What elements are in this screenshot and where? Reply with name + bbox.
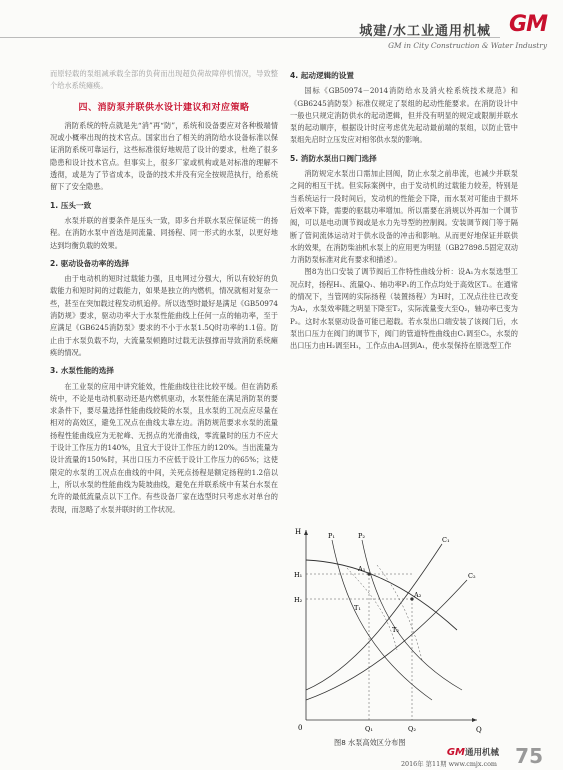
figure-caption: 图8 水泵高效区分布图 bbox=[334, 738, 406, 747]
label-p1: P₁ bbox=[328, 532, 335, 540]
label-q: Q bbox=[476, 726, 482, 734]
subheading-2: 2. 驱动设备功率的选择 bbox=[50, 258, 130, 268]
page-header bbox=[0, 0, 563, 62]
paragraph-1: 水泵并联的首要条件是压头一致，即多台并联水泵应保证统一的扬程。在消防水泵中首选是同流量、同扬程、同一形式的水泵，以更好地达到均衡负载的效果。 bbox=[50, 215, 278, 250]
curve-c2 bbox=[306, 580, 467, 700]
label-a2: A₂ bbox=[414, 591, 422, 599]
point-a1 bbox=[367, 572, 370, 575]
label-h1: H₁ bbox=[294, 571, 303, 579]
footer-issue: 2016年 第11期 www.cmjx.com bbox=[400, 760, 497, 768]
subheading-4: 4. 起动逻辑的设置 bbox=[290, 71, 354, 80]
paragraph-6: 图8为出口安装了调节阀后工作特性曲线分析：设A₁为水泵选型工况点时，扬程H₁、流量Q₁、轴功率P₁的工作点均处于高效区T₁。在通常的情况下，当管网的实际扬程（装置扬程）为H时，工况点往往已改变为A₂，水泵效率随之明显下降至T₂，实际流量变大至Q₂，轴功率已变为P₂。这时水泵驱动设备可能已超载。若水泵出口端安装了该阀门后，水泵出口压力在阀门的调节下，阀门的管道特性曲线由C₁调至C₂，水泵的出口压力由H₂调至H₁，工作点由A₂回到A₁，使水泵保持在原选型工作 bbox=[290, 267, 518, 351]
label-t1: T₁ bbox=[354, 604, 361, 612]
q-axis-arrow bbox=[472, 718, 477, 722]
label-t2: T₂ bbox=[392, 626, 399, 634]
header-subtitle: GM in City Construction & Water Industry bbox=[388, 41, 547, 50]
gm-logo: GM bbox=[509, 12, 547, 37]
intro-paragraph: 而原轻载的泵组减承载全部的负荷而出现超负荷故障停机情况，导致整个给水系统瘫痪。 bbox=[50, 69, 278, 91]
subheading-3: 3. 水泵性能的选择 bbox=[50, 366, 114, 376]
label-h2: H₂ bbox=[294, 596, 303, 604]
pump-curve bbox=[306, 560, 457, 630]
paragraph-5: 消防规定水泵出口需加止回阀，防止水泵之前串流，也减少并联泵之间的相互干扰。但实际案例中，由于发动机的过载能力较差，特别是当系统运行一段时间后，发动机的性能会下降，而水泵对可能由于损坏后效率下降，需要的驱载功率增加。所以需要在消规以外再加一个调节阀，可以是电动调节阀或是水力先导型的控制阀。安装调节阀门等于隔断了管间流体运动对于供水设备的冲击和影响。从而更好地保证并联供水的效果，在消防柴油机水泵上的应用更为明显（GB27898.5固定双动力消防泵标准对此有要求和描述）。 bbox=[290, 169, 518, 265]
curve-c1 bbox=[306, 544, 442, 690]
header-title: 城建/水工业通用机械 bbox=[359, 24, 491, 39]
section-heading: 四、消防泵并联供水设计建议和对应策略 bbox=[78, 102, 250, 113]
right-column bbox=[290, 68, 518, 353]
label-q1: Q₁ bbox=[365, 725, 373, 733]
paragraph-4: 国标《GB50974－2014消防给水及消火栓系统技术规范》和《GB6245消防泵》标准仅规定了泵组的起动性能要求。在消防设计中一般也只规定消防供水的起动逻辑，但并没有明显的规定或限制并联水泵的起动顺序，根据设计时应考虑优先起动最前端的泵组，以防止管中泵组先启时立压发应对相邻供水泵的影响。 bbox=[290, 86, 518, 145]
footer-logo-text: 通用机械 bbox=[464, 748, 499, 758]
label-a1: A₁ bbox=[358, 565, 366, 573]
paragraph-2: 由于电动机的短时过载能力强，且电网过分强大，所以有较好的负载能力和短时间的过载能力，如果是独立的内燃机，情况就相对复杂一些，甚至在突加载过程发动机追停。所以选型时最好是满足《GB50974消防规》要求，驱动功率大于水泵性能曲线上任何一点的轴功率，至于应满足《GB6245消防泵》要求的不小于水泵1.5Q时功率的1.1倍。防止由于水泵负载不均，大流量泵顿跑时过载无法强撑而导致消防系统瘫痪的情况。 bbox=[50, 274, 278, 357]
section-paragraph: 消防系统的特点就是先“消”再“防”，系统和设备要应对各种极端情况或小概率出现的技术官点。国家出台了相关的消防给水设备标准以保证消防系统可靠运行，这些标准很好地规范了设计的要求，杜绝了很多隐患和设计技术官点。但事实上，很多厂家或机构或是对标准的理解不透彻，或是为了节省成本，设备的技术并没有完全按规范执行，给系统留下了安全隐患。 bbox=[50, 120, 278, 192]
label-zero: 0 bbox=[298, 724, 303, 732]
label-p2: P₂ bbox=[358, 532, 365, 540]
footer-logo bbox=[447, 746, 499, 758]
label-q2: Q₂ bbox=[408, 725, 416, 733]
h-axis-arrow bbox=[304, 530, 308, 535]
label-c2: C₂ bbox=[468, 572, 476, 580]
paragraph-3: 在工业泵的应用中讲究能效，性能曲线往往比较平缓。但在消防系统中，不论是电动机驱动还是内燃机驱动，水泵性能在满足消防泵的要求条件下，要尽量选择性能曲线较陡的水泵，且水泵的工况点应尽量在相对的高效区，避免工况点在曲线太靠左边。消防规范要求水泵的流量扬程性能曲线应为无驼峰、无拐点的光滑曲线，零流量时的压力不应大于设计工作压力的140%，且宜大于设计工作压力的120%。当出流量为设计流量的150%时，其出口压力不应低于设计工作压力的65%；这使限定的水泵的工况点在曲线的中间，关死点扬程是额定扬程的1.2倍以上，所以水泵的性能曲线为陡坡曲线，避免在并联系统中有某台水泵在允许的最低流量点以下工作。有些设备厂家在选型时只考虑水对单台的表现，而忽略了水泵并联时的工作状况。 bbox=[50, 381, 278, 514]
footer-logo-gm: GM bbox=[446, 747, 465, 758]
label-c1: C₁ bbox=[442, 536, 450, 544]
pump-efficiency-figure bbox=[292, 520, 484, 752]
label-h: H bbox=[295, 528, 302, 536]
subheading-5: 5. 消防水泵出口阀门选择 bbox=[290, 153, 377, 163]
left-column bbox=[50, 68, 278, 516]
subheading-1: 1. 压头一致 bbox=[50, 200, 92, 210]
curve-p1 bbox=[332, 540, 432, 700]
page-number: 75 bbox=[515, 744, 543, 768]
